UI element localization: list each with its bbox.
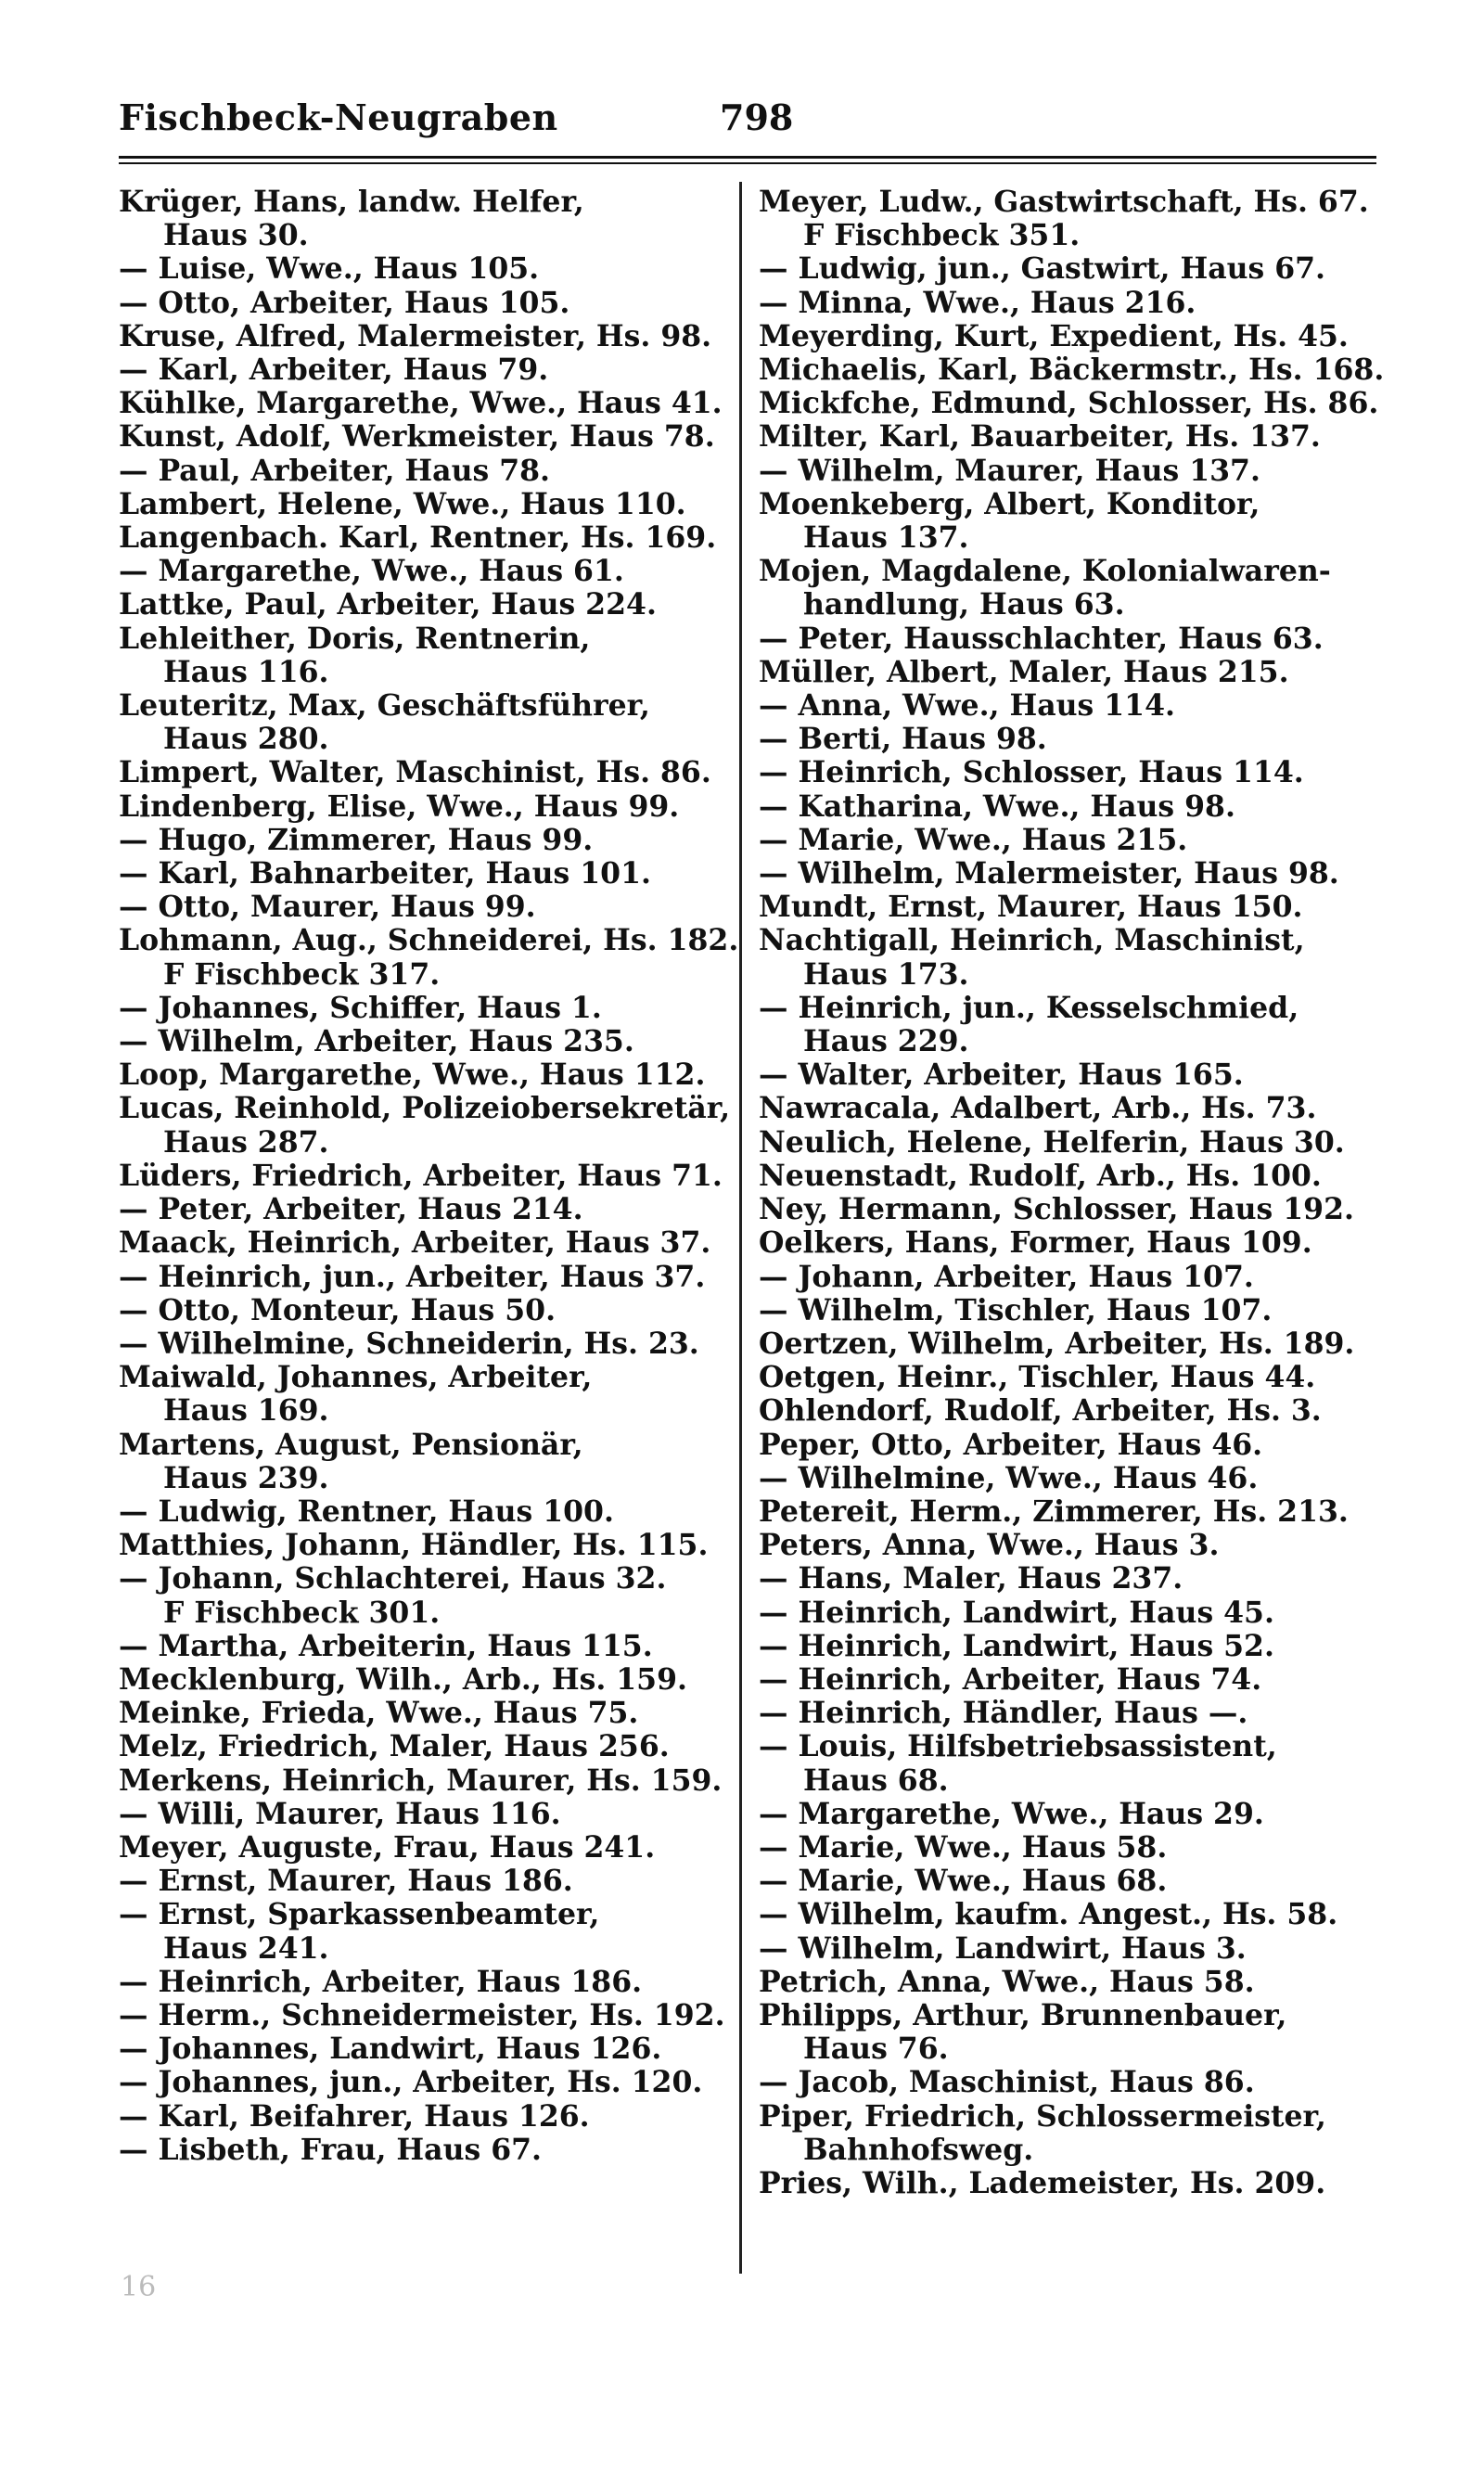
directory-entry: Milter, Karl, Bauarbeiter, Hs. 137. [759,419,1321,455]
directory-entry: Meyer, Ludw., Gastwirtschaft, Hs. 67. [759,185,1369,219]
directory-entry: — Minna, Wwe., Haus 216. [759,285,1196,320]
directory-entry: Merkens, Heinrich, Maurer, Hs. 159. [119,1763,723,1798]
directory-entry: Peper, Otto, Arbeiter, Haus 46. [759,1427,1263,1462]
running-head-place: Fischbeck-Neugraben [119,96,558,138]
page-number: 798 [720,96,794,138]
column-divider [739,182,742,2274]
directory-entry: — Otto, Monteur, Haus 50. [119,1292,556,1327]
directory-entry: Philipps, Arthur, Brunnenbauer, [759,1997,1287,2032]
directory-entry: — Heinrich, jun., Kesselschmied, [759,990,1299,1025]
directory-entry: Kühlke, Margarethe, Wwe., Haus 41. [119,386,723,421]
directory-entry: Petrich, Anna, Wwe., Haus 58. [759,1964,1255,1999]
directory-entry: — Lisbeth, Frau, Haus 67. [119,2132,542,2167]
directory-entry: — Ludwig, jun., Gastwirt, Haus 67. [759,251,1326,287]
directory-entry: Lohmann, Aug., Schneiderei, Hs. 182. [119,923,739,958]
directory-entry: Piper, Friedrich, Schlossermeister, [759,2098,1326,2134]
directory-entry: Haus 137. [803,520,969,556]
directory-entry: Peters, Anna, Wwe., Haus 3. [759,1528,1220,1563]
directory-entry: — Heinrich, Schlosser, Haus 114. [759,755,1304,790]
directory-entry: — Otto, Arbeiter, Haus 105. [119,285,570,320]
directory-entry: — Heinrich, Landwirt, Haus 52. [759,1628,1274,1663]
directory-entry: Haus 116. [163,654,329,689]
directory-entry: Petereit, Herm., Zimmerer, Hs. 213. [759,1493,1349,1529]
directory-entry: Mojen, Magdalene, Kolonialwaren- [759,554,1331,589]
directory-entry: — Martha, Arbeiterin, Haus 115. [119,1628,653,1663]
directory-entry: — Wilhelm, Landwirt, Haus 3. [759,1930,1247,1966]
directory-entry: Lucas, Reinhold, Polizeiobersekretär, [119,1091,731,1126]
directory-entry: — Jacob, Maschinist, Haus 86. [759,2065,1255,2100]
directory-entry: Lehleither, Doris, Rentnerin, [119,621,591,656]
directory-entry: Bahnhofsweg. [803,2132,1034,2167]
directory-entry: — Katharina, Wwe., Haus 98. [759,788,1235,824]
directory-entry: Haus 173. [803,956,969,992]
left-column [119,185,739,2167]
directory-entry: — Willi, Maurer, Haus 116. [119,1796,561,1831]
directory-entry: F Fischbeck 317. [163,956,441,992]
directory-entry: Moenkeberg, Albert, Konditor, [759,486,1260,521]
directory-entry: — Louis, Hilfsbetriebsassistent, [759,1729,1277,1764]
directory-entry: Leuteritz, Max, Geschäftsführer, [119,688,650,724]
directory-entry: Haus 76. [803,2032,949,2067]
directory-entry: Neulich, Helene, Helferin, Haus 30. [759,1124,1345,1160]
directory-entry: Haus 68. [803,1763,949,1798]
directory-entry: — Wilhelm, Tischler, Haus 107. [759,1292,1273,1327]
directory-entry: Martens, August, Pensionär, [119,1427,583,1462]
directory-entry: — Margarethe, Wwe., Haus 29. [759,1796,1264,1831]
directory-entry: Haus 280. [163,722,329,757]
directory-entry: — Peter, Arbeiter, Haus 214. [119,1192,583,1227]
directory-entry: Melz, Friedrich, Maler, Haus 256. [119,1729,670,1764]
directory-entry: Maiwald, Johannes, Arbeiter, [119,1360,593,1395]
directory-entry: F Fischbeck 301. [163,1595,441,1630]
directory-entry: Lindenberg, Elise, Wwe., Haus 99. [119,788,680,824]
directory-entry: — Marie, Wwe., Haus 68. [759,1864,1168,1899]
directory-entry: Oelkers, Hans, Former, Haus 109. [759,1225,1312,1261]
directory-entry: — Margarethe, Wwe., Haus 61. [119,554,624,589]
directory-entry: — Johannes, jun., Arbeiter, Hs. 120. [119,2065,703,2100]
directory-entry: Limpert, Walter, Maschinist, Hs. 86. [119,755,711,790]
directory-entry: — Ernst, Sparkassenbeamter, [119,1897,600,1932]
directory-entry: Meyerding, Kurt, Expedient, Hs. 45. [759,318,1349,353]
directory-entry: — Berti, Haus 98. [759,722,1047,757]
directory-entry: handlung, Haus 63. [803,587,1125,622]
directory-entry: Mecklenburg, Wilh., Arb., Hs. 159. [119,1661,687,1697]
directory-entry: — Karl, Bahnarbeiter, Haus 101. [119,856,651,891]
directory-entry: Krüger, Hans, landw. Helfer, [119,185,584,219]
directory-entry: Matthies, Johann, Händler, Hs. 115. [119,1528,709,1563]
directory-entry: — Wilhelm, Malermeister, Haus 98. [759,856,1339,891]
directory-entry: Ney, Hermann, Schlosser, Haus 192. [759,1192,1354,1227]
directory-entry: — Heinrich, jun., Arbeiter, Haus 37. [119,1259,706,1294]
directory-entry: Ohlendorf, Rudolf, Arbeiter, Hs. 3. [759,1393,1322,1429]
directory-entry: Neuenstadt, Rudolf, Arb., Hs. 100. [759,1158,1322,1193]
directory-entry: — Marie, Wwe., Haus 215. [759,822,1188,857]
directory-entry: Nachtigall, Heinrich, Maschinist, [759,923,1305,958]
directory-entry: Lattke, Paul, Arbeiter, Haus 224. [119,587,657,622]
directory-entry: — Luise, Wwe., Haus 105. [119,251,540,287]
directory-entry: Haus 241. [163,1930,329,1966]
directory-entry: Oertzen, Wilhelm, Arbeiter, Hs. 189. [759,1326,1355,1361]
directory-entry: — Heinrich, Arbeiter, Haus 74. [759,1661,1262,1697]
directory-entry: — Wilhelmine, Wwe., Haus 46. [759,1460,1259,1495]
directory-entry: — Johannes, Landwirt, Haus 126. [119,2032,662,2067]
directory-entry: — Ludwig, Rentner, Haus 100. [119,1493,614,1529]
right-column [759,186,1389,2200]
directory-entry: — Wilhelm, Maurer, Haus 137. [759,453,1260,488]
directory-entry: — Wilhelmine, Schneiderin, Hs. 23. [119,1326,699,1361]
page-header [119,89,1373,145]
directory-entry: Kunst, Adolf, Werkmeister, Haus 78. [119,419,715,455]
directory-entry: Haus 239. [163,1460,329,1495]
directory-entry: — Otto, Maurer, Haus 99. [119,890,536,925]
directory-entry: — Karl, Arbeiter, Haus 79. [119,353,549,388]
directory-entry: Lüders, Friedrich, Arbeiter, Haus 71. [119,1158,723,1193]
directory-entry: Lambert, Helene, Wwe., Haus 110. [119,486,686,521]
header-rule [119,156,1376,164]
directory-entry: Mundt, Ernst, Maurer, Haus 150. [759,890,1303,925]
directory-entry: — Marie, Wwe., Haus 58. [759,1829,1168,1865]
directory-entry: Nawracala, Adalbert, Arb., Hs. 73. [759,1091,1317,1126]
directory-entry: — Hans, Maler, Haus 237. [759,1561,1183,1596]
directory-entry: — Johannes, Schiffer, Haus 1. [119,990,602,1025]
directory-entry: Kruse, Alfred, Malermeister, Hs. 98. [119,318,712,353]
directory-entry: Maack, Heinrich, Arbeiter, Haus 37. [119,1225,711,1261]
directory-entry: — Johann, Schlachterei, Haus 32. [119,1561,667,1596]
directory-entry: Pries, Wilh., Lademeister, Hs. 209. [759,2165,1326,2200]
directory-entry: — Heinrich, Arbeiter, Haus 186. [119,1964,643,1999]
directory-entry: F Fischbeck 351. [803,218,1081,253]
directory-entry: Haus 229. [803,1024,969,1059]
directory-entry: — Herm., Schneidermeister, Hs. 192. [119,1997,725,2032]
directory-entry: Langenbach. Karl, Rentner, Hs. 169. [119,520,717,556]
directory-entry: Mickfche, Edmund, Schlosser, Hs. 86. [759,386,1379,421]
directory-entry: — Peter, Hausschlachter, Haus 63. [759,621,1324,656]
directory-entry: Loop, Margarethe, Wwe., Haus 112. [119,1058,706,1093]
directory-entry: Haus 287. [163,1124,329,1160]
directory-entry: Haus 30. [163,218,309,253]
directory-entry: — Heinrich, Landwirt, Haus 45. [759,1595,1274,1630]
directory-entry: — Johann, Arbeiter, Haus 107. [759,1259,1254,1294]
directory-entry: — Anna, Wwe., Haus 114. [759,688,1175,724]
directory-entry: — Ernst, Maurer, Haus 186. [119,1864,573,1899]
directory-entry: — Walter, Arbeiter, Haus 165. [759,1058,1244,1093]
footer-mark: 16 [121,2271,157,2303]
directory-entry: — Wilhelm, kaufm. Angest., Hs. 58. [759,1897,1338,1932]
directory-entry: Michaelis, Karl, Bäckermstr., Hs. 168. [759,353,1385,388]
directory-entry: Haus 169. [163,1393,329,1429]
directory-entry: Müller, Albert, Maler, Haus 215. [759,654,1289,689]
directory-entry: Meyer, Auguste, Frau, Haus 241. [119,1829,656,1865]
directory-entry: Meinke, Frieda, Wwe., Haus 75. [119,1696,639,1731]
directory-entry: — Karl, Beifahrer, Haus 126. [119,2098,590,2134]
directory-entry: — Hugo, Zimmerer, Haus 99. [119,822,594,857]
directory-entry: — Heinrich, Händler, Haus —. [759,1696,1248,1731]
directory-entry: — Wilhelm, Arbeiter, Haus 235. [119,1024,634,1059]
directory-entry: Oetgen, Heinr., Tischler, Haus 44. [759,1360,1316,1395]
directory-entry: — Paul, Arbeiter, Haus 78. [119,453,550,488]
